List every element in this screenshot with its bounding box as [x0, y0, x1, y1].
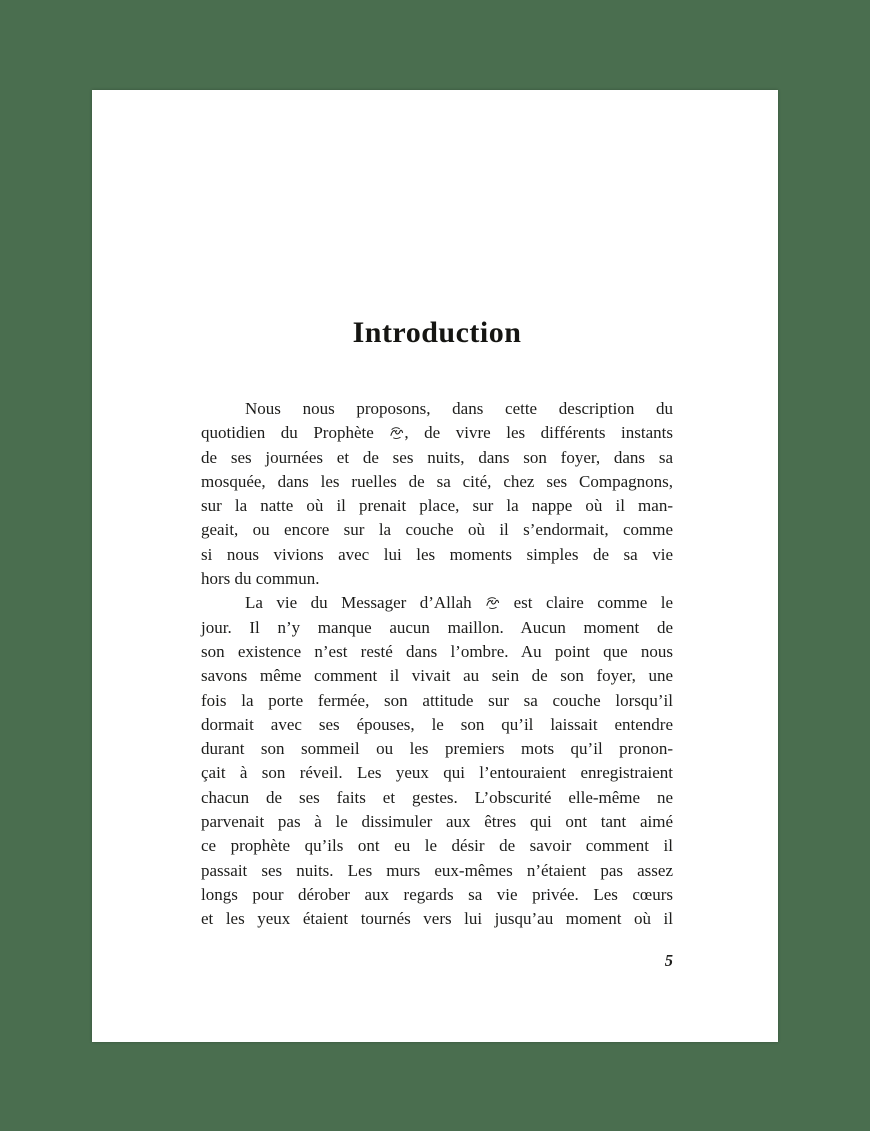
text-line: et les yeux étaient tournés vers lui jusqu’au moment où il [201, 909, 673, 929]
page-content [92, 90, 778, 970]
text-line: longs pour dérober aux regards sa vie privée. Les cœurs [201, 884, 673, 904]
text-line: dormait avec ses épouses, le son qu’il laissait entendre [201, 714, 673, 734]
text-line: fois la porte fermée, son attitude sur sa couche lorsqu’il [201, 690, 673, 710]
saws-honorific-icon [485, 596, 500, 609]
book-page [92, 90, 778, 1042]
text-line: mosquée, dans les ruelles de sa cité, chez ses Compagnons, [201, 471, 673, 491]
chapter-title: Introduction [352, 316, 522, 349]
body-text [201, 397, 673, 932]
text-line: La vie du Messager d’Allah est claire comme le [245, 593, 673, 613]
text-line: si nous vivions avec lui les moments simples de sa vie [201, 544, 673, 564]
text-line: jour. Il n’y manque aucun maillon. Aucun moment de [201, 617, 673, 637]
text-line: Nous nous proposons, dans cette description du [245, 399, 673, 418]
text-line: hors du commun. [201, 569, 320, 589]
text-line: savons même comment il vivait au sein de son foyer, une [201, 666, 673, 686]
page-number: 5 [664, 950, 673, 970]
saws-honorific-icon [389, 426, 404, 439]
text-line: sur la natte où il prenait place, sur la nappe où il man- [201, 496, 673, 516]
text-line: chacun de ses faits et gestes. L’obscurité elle-même ne [201, 787, 673, 807]
text-line: passait ses nuits. Les murs eux-mêmes n’étaient pas assez [201, 860, 673, 880]
text-line: geait, ou encore sur la couche où il s’endormait, comme [201, 520, 673, 540]
text-line: quotidien du Prophète , de vivre les différents instants [201, 423, 673, 443]
text-line: de ses journées et de ses nuits, dans son foyer, dans sa [201, 447, 673, 467]
text-line: çait à son réveil. Les yeux qui l’entouraient enregistraient [201, 763, 673, 783]
text-line: ce prophète qu’ils ont eu le désir de savoir comment il [201, 836, 673, 856]
text-line: parvenait pas à le dissimuler aux êtres qui ont tant aimé [201, 812, 673, 832]
text-line: durant son sommeil ou les premiers mots qu’il pronon- [201, 739, 673, 759]
text-line: son existence n’est resté dans l’ombre. Au point que nous [201, 641, 673, 661]
